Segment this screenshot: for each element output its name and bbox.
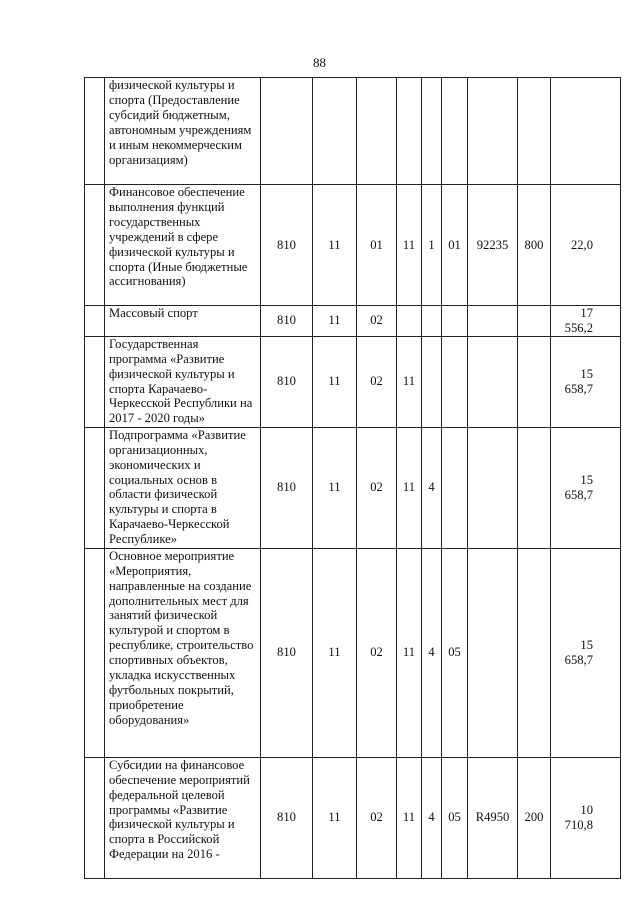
subprogram-code: 1 [422,185,442,306]
budget-table [84,77,621,879]
section-code: 11 [313,757,357,878]
row-index-cell [85,306,105,337]
direction-code [468,78,518,185]
row-index-cell [85,336,105,427]
subsection-code: 02 [357,306,397,337]
subsection-code: 02 [357,548,397,757]
direction-code: R4950 [468,757,518,878]
ministry-code [261,78,313,185]
subprogram-code [422,336,442,427]
subsection-code: 02 [357,427,397,548]
table-row [85,757,621,878]
program-code [397,78,422,185]
row-index-cell [85,548,105,757]
table-row [85,78,621,185]
subprogram-code: 4 [422,427,442,548]
ministry-code: 810 [261,185,313,306]
table-row [85,427,621,548]
row-index-cell [85,757,105,878]
subsection-code: 02 [357,757,397,878]
table-row [85,336,621,427]
ministry-code: 810 [261,336,313,427]
expense-type-code: 200 [518,757,551,878]
section-code: 11 [313,185,357,306]
section-code [313,78,357,185]
amount: 22,0 [551,185,621,306]
program-code: 11 [397,336,422,427]
event-code: 01 [442,185,468,306]
ministry-code: 810 [261,757,313,878]
row-name: Массовый спорт [105,306,261,337]
subsection-code: 02 [357,336,397,427]
direction-code [468,306,518,337]
expense-type-code [518,78,551,185]
amount: 15 658,7 [551,427,621,548]
direction-code [468,548,518,757]
amount: 10 710,8 [551,757,621,878]
section-code: 11 [313,548,357,757]
event-code [442,336,468,427]
subprogram-code [422,78,442,185]
section-code: 11 [313,336,357,427]
ministry-code: 810 [261,548,313,757]
amount: 15 658,7 [551,548,621,757]
row-name: Субсидии на финансовое обеспечение мероприятий федеральной целевой программы «Развитие физической культуры и спорта в Российской Федерации на 2016 - [105,757,261,878]
row-name: физической культуры и спорта (Предоставление субсидий бюджетным, автономным учреждениям и иным некоммерческим организациям) [105,78,261,185]
subprogram-code: 4 [422,548,442,757]
row-name: Основное мероприятие «Мероприятия, направленные на создание дополнительных мест для занятий физической культурой и спортом в республике, строительство спортивных объектов, укладка искусственных футбольных покрытий, приобретение оборудования» [105,548,261,757]
amount: 15 658,7 [551,336,621,427]
direction-code: 92235 [468,185,518,306]
expense-type-code [518,427,551,548]
expense-type-code [518,548,551,757]
program-code: 11 [397,427,422,548]
row-name: Финансовое обеспечение выполнения функций государственных учреждений в сфере физической культуры и спорта (Иные бюджетные ассигнования) [105,185,261,306]
event-code: 05 [442,548,468,757]
amount [551,78,621,185]
event-code [442,78,468,185]
table-row [85,185,621,306]
program-code: 11 [397,548,422,757]
program-code [397,306,422,337]
table-row [85,306,621,337]
direction-code [468,336,518,427]
section-code: 11 [313,306,357,337]
expense-type-code [518,306,551,337]
subsection-code: 01 [357,185,397,306]
row-name: Государственная программа «Развитие физической культуры и спорта Карачаево-Черкесской Республики на 2017 - 2020 годы» [105,336,261,427]
program-code: 11 [397,185,422,306]
subprogram-code: 4 [422,757,442,878]
row-name: Подпрограмма «Развитие организационных, экономических и социальных основ в области физической культуры и спорта в Карачаево-Черкесской Республике» [105,427,261,548]
event-code: 05 [442,757,468,878]
subsection-code [357,78,397,185]
expense-type-code: 800 [518,185,551,306]
ministry-code: 810 [261,427,313,548]
section-code: 11 [313,427,357,548]
row-index-cell [85,78,105,185]
row-index-cell [85,185,105,306]
amount: 17 556,2 [551,306,621,337]
expense-type-code [518,336,551,427]
event-code [442,427,468,548]
subprogram-code [422,306,442,337]
direction-code [468,427,518,548]
ministry-code: 810 [261,306,313,337]
table-row [85,548,621,757]
event-code [442,306,468,337]
program-code: 11 [397,757,422,878]
page-number: 88 [313,55,326,70]
row-index-cell [85,427,105,548]
